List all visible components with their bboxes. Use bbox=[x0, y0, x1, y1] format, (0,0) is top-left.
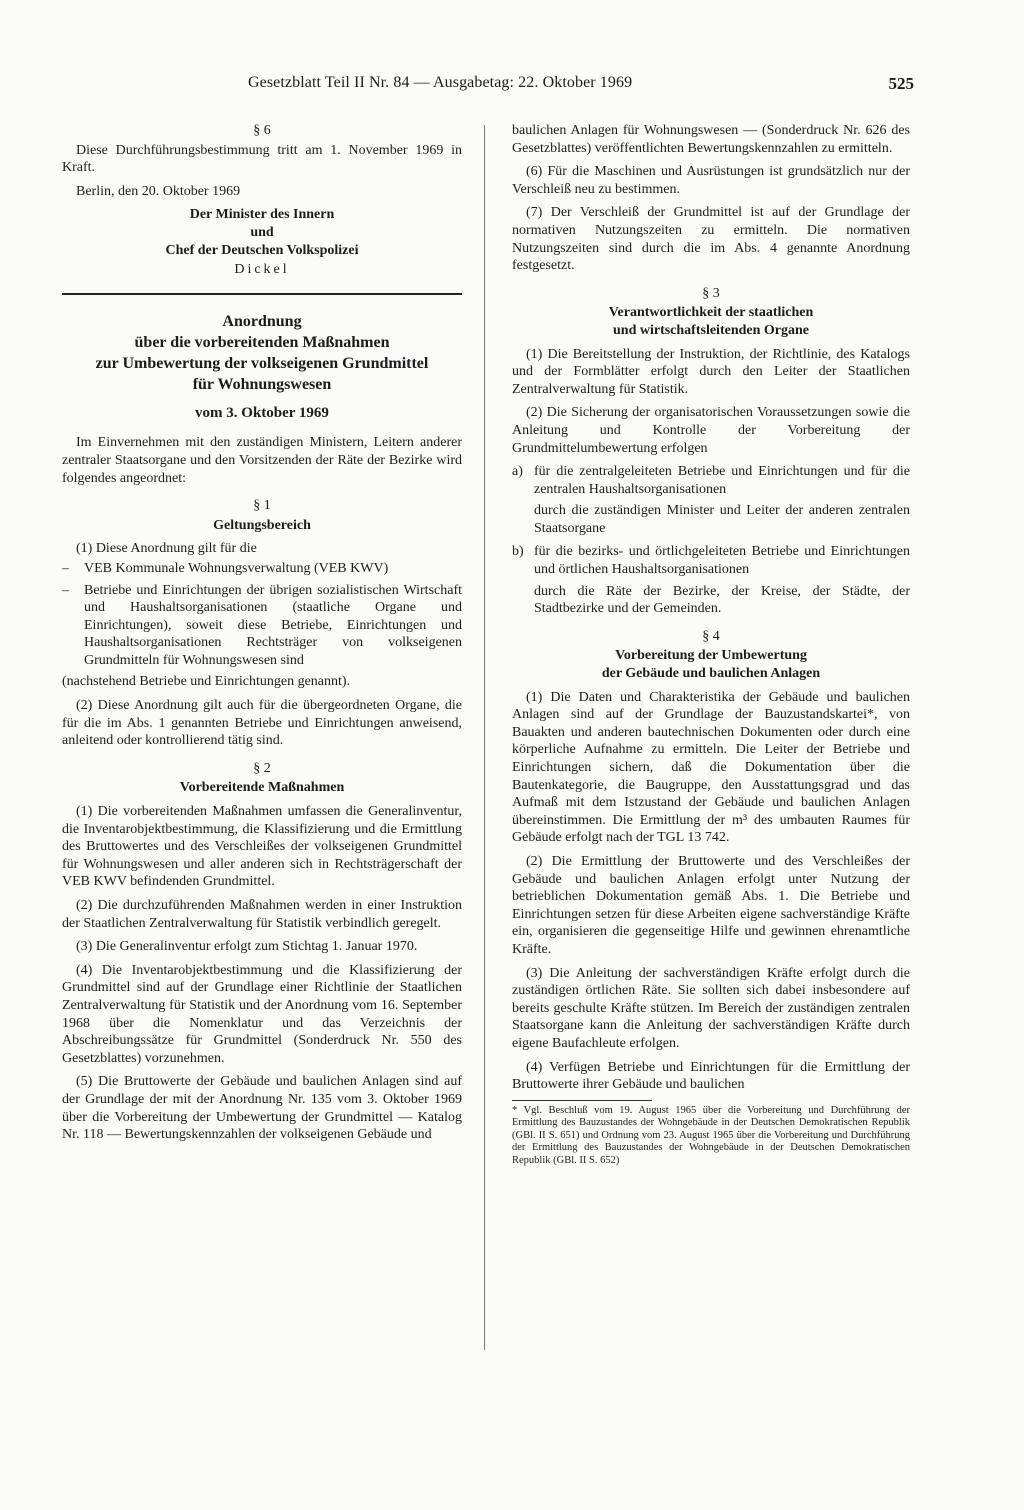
dash-marker: – bbox=[62, 560, 69, 576]
ordinance-title-1: Anordnung bbox=[222, 312, 302, 330]
list-item-text: Betriebe und Einrichtungen der übrigen sozialistischen Wirtschaft und Haushaltsorganisationen (staatliche Organe und Einrichtungen), soweit diese Betriebe, Einrichtungen und Haushaltsorganisationen Rechtsträger von volkseigenen Grundmitteln für Wohnungswesen sind bbox=[84, 582, 462, 668]
section-3-title-1: Verantwortlichkeit der staatlichen bbox=[608, 305, 814, 321]
section-2-para-6: (6) Für die Maschinen und Ausrüstungen ist grundsätzlich nur der Verschleiß neu zu bestimmen. bbox=[512, 164, 910, 197]
item-b-sub: durch die Räte der Bezirke, der Kreise, der Städte, der Stadtbezirke und der Gemeinden. bbox=[534, 583, 910, 617]
title-rule bbox=[62, 293, 462, 295]
section-3-para-2: (2) Die Sicherung der organisatorischen Voraussetzungen sowie die Anleitung und Kontrolle der Vorbereitung der Grundmittelumbewertung erfolgen bbox=[512, 405, 910, 456]
section-2-title: Vorbereitende Maßnahmen bbox=[179, 780, 345, 796]
list-item bbox=[512, 543, 910, 578]
section-3-label: § 3 bbox=[702, 285, 720, 301]
footnote-rule bbox=[512, 1100, 652, 1101]
section-4-para-2: (2) Die Ermittlung der Bruttowerte und des Verschleißes der Gebäude und baulichen Anlagen erfolgt unter Nutzung der betrieblichen Dokumentation gemäß Abs. 1. Die Betriebe und Einrichtungen setzen für diese Arbeiten eigene sachverständige Kräfte ein, organisieren die gegenseitige Hilfe und gewinnen ehrenamtliche Kräfte. bbox=[512, 853, 910, 957]
section-1-label: § 1 bbox=[253, 498, 271, 514]
section-2-para-7: (7) Der Verschleiß der Grundmittel ist auf der Grundlage der normativen Nutzungszeiten zu ermitteln. Die normativen Nutzungszeiten sind durch die im Abs. 4 genannte Anordnung festgesetzt. bbox=[512, 205, 910, 274]
column-divider bbox=[484, 125, 485, 1350]
section-6-text: Diese Durchführungsbestimmung tritt am 1. November 1969 in Kraft. bbox=[62, 142, 462, 176]
item-a-sub: durch die zuständigen Minister und Leiter der anderen zentralen Staatsorgane bbox=[534, 503, 910, 536]
section-1-para-1: (1) Diese Anordnung gilt für die bbox=[76, 541, 257, 557]
section-4-para-1: (1) Die Daten und Charakteristika der Gebäude und baulichen Anlagen sind auf der Grundlage der Bauzustandskartei*, von Bauakten und anderen bautechnischen Dokumenten oder durch eine körperliche Aufnahme zu ermitteln. Die Leiter der Betriebe und Einrichtungen sichern, daß die Dokumentation über die Bautenkategorie, die Baugruppe, den Ausstattungsgrad und das Aufmaß mit dem Istzustand der Gebäude und baulichen Anlagen übereinstimmen. Die Ermittlung der m³ des umbauten Raumes für Gebäude erfolgt nach der TGL 13 742. bbox=[512, 689, 910, 846]
left-column bbox=[62, 122, 462, 1150]
signature: Dickel bbox=[234, 262, 290, 278]
footnote: * Vgl. Beschluß vom 19. August 1965 über die Vorbereitung und Durchführung der Ermittlung des Bauzustandes der Wohngebäude in der Deutschen Demokratischen Republik (GBl. II S. 651) und Ordnung vom 23. August 1965 über die Vorbereitung und Durchführung der Ermittlung des Bauzustandes der Wohngebäude in der Deutschen Demokratischen Republik (GBl. II S. 652) bbox=[512, 1104, 910, 1167]
list-item-text: VEB Kommunale Wohnungsverwaltung (VEB KWV) bbox=[84, 560, 389, 576]
intro-paragraph: Im Einvernehmen mit den zuständigen Ministern, Leitern anderer zentraler Staatsorgane und den Vorsitzenden der Räte der Bezirke wird folgendes angeordnet: bbox=[62, 435, 462, 486]
item-b-text: für die bezirks- und örtlichgeleiteten Betriebe und Einrichtungen und örtlichen Haushaltsorganisationen bbox=[534, 544, 910, 578]
signer-line-1: Der Minister des Innern bbox=[189, 207, 335, 223]
section-2-para-3: (3) Die Generalinventur erfolgt zum Stichtag 1. Januar 1970. bbox=[76, 939, 418, 955]
section-2-para-2: (2) Die durchzuführenden Maßnahmen werden in einer Instruktion der Staatlichen Zentralverwaltung für Statistik verbindlich geregelt. bbox=[62, 898, 462, 931]
page-header bbox=[228, 74, 914, 96]
ordinance-title-2: über die vorbereitenden Maßnahmen bbox=[134, 333, 390, 351]
section-4-title-2: der Gebäude und baulichen Anlagen bbox=[601, 666, 821, 682]
section-2-para-4: (4) Die Inventarobjektbestimmung und die Klassifizierung der Grundmittel sind auf der Grundlage einer Richtlinie der Staatlichen Zentralverwaltung für Statistik und der Anordnung vom 16. September 1968 über die Nomenklatur und das Verzeichnis der Abschreibungssätze für Grundmittel (Sonderdruck Nr. 550 des Gesetzblattes) vorzunehmen. bbox=[62, 962, 462, 1066]
section-3-title-2: und wirtschaftsleitenden Organe bbox=[613, 322, 809, 338]
right-column bbox=[512, 122, 910, 1174]
section-1-after: (nachstehend Betriebe und Einrichtungen genannt). bbox=[62, 674, 351, 690]
item-a-text: für die zentralgeleiteten Betriebe und Einrichtungen und für die zentralen Haushaltsorganisationen bbox=[534, 464, 910, 497]
list-item bbox=[62, 560, 462, 578]
item-b-marker: b) bbox=[512, 544, 524, 560]
continued-paragraph: baulichen Anlagen für Wohnungswesen — (Sonderdruck Nr. 626 des Gesetzblattes) veröffentlichten Bewertungskennzahlen zu ermitteln. bbox=[512, 123, 910, 156]
section-4-title-1: Vorbereitung der Umbewertung bbox=[615, 648, 807, 664]
signer-line-3: Chef der Deutschen Volkspolizei bbox=[165, 242, 359, 258]
place-date: Berlin, den 20. Oktober 1969 bbox=[76, 183, 241, 199]
section-1-para-2: (2) Diese Anordnung gilt auch für die übergeordneten Organe, die für die im Abs. 1 genannten Betriebe und Einrichtungen anweisend, anleitend oder kontrollierend tätig sind. bbox=[62, 698, 462, 749]
dash-marker: – bbox=[62, 582, 69, 598]
ordinance-title-3: zur Umbewertung der volkseigenen Grundmittel bbox=[95, 354, 429, 372]
section-6-label: § 6 bbox=[253, 123, 271, 138]
section-2-label: § 2 bbox=[253, 760, 271, 776]
section-2-para-1: (1) Die vorbereitenden Maßnahmen umfassen die Generalinventur, die Inventarobjektbestimmung, die Klassifizierung und die Ermittlung des Bruttowertes und des Verschleißes der volkseigenen Grundmittel für Wohnungswesen und aller anderen sich in Rechtsträgerschaft der VEB KWV befindenden Grundmittel. bbox=[62, 804, 462, 890]
section-3-para-1: (1) Die Bereitstellung der Instruktion, der Richtlinie, des Katalogs und der Formblätter erfolgt durch den Leiter der Staatlichen Zentralverwaltung für Statistik. bbox=[512, 346, 910, 397]
list-item bbox=[62, 582, 462, 670]
page-number: 525 bbox=[888, 74, 914, 93]
section-4-label: § 4 bbox=[702, 628, 720, 644]
section-1-title: Geltungsbereich bbox=[213, 517, 311, 533]
section-4-para-4: (4) Verfügen Betriebe und Einrichtungen für die Ermittlung der Bruttowerte ihrer Gebäude und baulichen bbox=[512, 1059, 910, 1093]
ordinance-date: vom 3. Oktober 1969 bbox=[195, 404, 329, 421]
item-a-marker: a) bbox=[512, 464, 523, 480]
section-2-para-5: (5) Die Bruttowerte der Gebäude und baulichen Anlagen sind auf der Grundlage der mit der Anordnung Nr. 135 vom 3. Oktober 1969 über die Vorbereitung der Umbewertung der Grundmittel — Katalog Nr. 118 — Bewertungskennzahlen der volkseigenen Gebäude und bbox=[62, 1074, 462, 1143]
section-4-para-3: (3) Die Anleitung der sachverständigen Kräfte erfolgt durch die zuständigen örtlichen Räte. Sie sollten sich dabei insbesondere auf bereits geschulte Kräfte stützen. Im Bereich der zuständigen zentralen Staatsorgane kann die Anleitung der sachverständigen Kräfte durch eigene Baufachleute erfolgen. bbox=[512, 965, 910, 1051]
list-item bbox=[512, 463, 910, 498]
ordinance-title-4: für Wohnungswesen bbox=[192, 375, 332, 393]
signer-line-2: und bbox=[250, 224, 274, 240]
header-title: Gesetzblatt Teil II Nr. 84 — Ausgabetag: 22. Oktober 1969 bbox=[248, 74, 633, 91]
